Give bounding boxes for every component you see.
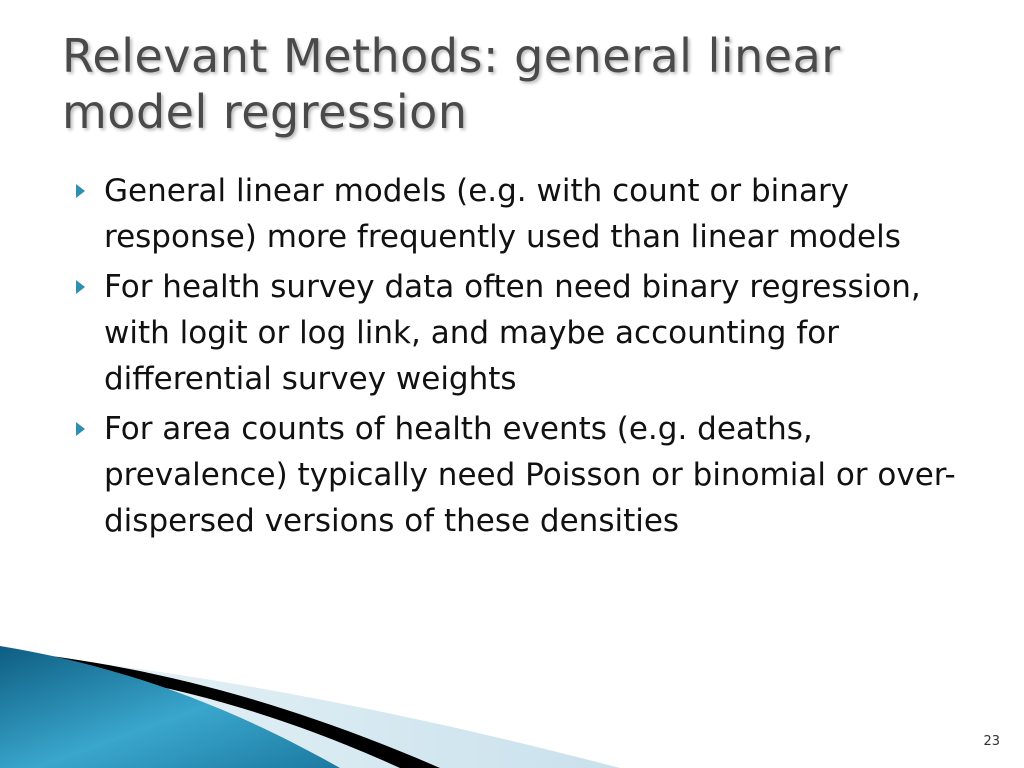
bullet-item: [72, 168, 992, 260]
bullet-list: [72, 168, 992, 548]
bullet-text: General linear models (e.g. with count or binary response) more frequently used than linear models: [104, 173, 901, 255]
bullet-item: [72, 406, 992, 544]
bullet-text: For area counts of health events (e.g. deaths, prevalence) typically need Poisson or binomial or over-dispersed versions of these densities: [104, 411, 956, 539]
wave-teal-band: [0, 646, 340, 768]
page-number: 23: [983, 734, 1000, 749]
right-triangle-icon: [76, 422, 85, 436]
bullet-text: For health survey data often need binary regression, with logit or log link, and maybe accounting for differential survey weights: [104, 269, 921, 397]
right-triangle-icon: [76, 280, 85, 294]
wave-light-band: [0, 652, 620, 768]
slide-title: Relevant Methods: general linear model regression: [62, 29, 841, 139]
bullet-item: [72, 264, 992, 402]
right-triangle-icon: [76, 184, 85, 198]
wave-black-band: [0, 650, 440, 768]
